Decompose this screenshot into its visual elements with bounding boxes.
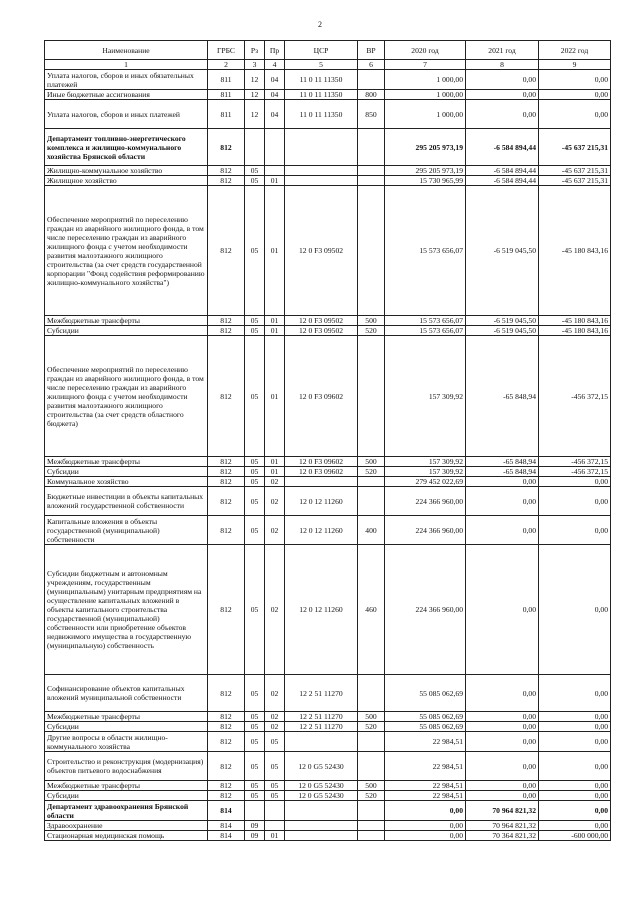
pr-cell: 05 xyxy=(265,732,285,752)
vr-cell: 500 xyxy=(358,781,385,791)
csr-cell xyxy=(285,166,358,176)
amount-2022: 0,00 xyxy=(539,516,611,545)
grbs-cell: 812 xyxy=(208,166,245,176)
csr-cell xyxy=(285,176,358,186)
rz-cell: 05 xyxy=(245,336,265,457)
pr-cell: 05 xyxy=(265,781,285,791)
row-name: Субсидии бюджетным и автономным учреждениям, государственным (муниципальным) унитарным предприятиям на осуществление капитальных вложений в объекты капитального строительства государственной (муниципальной) собственности или приобретение объектов недвижимого имущества в государственную (муниципальную) собственность xyxy=(45,545,208,675)
pr-cell: 01 xyxy=(265,316,285,326)
table-row xyxy=(45,457,611,467)
csr-cell: 12 0 F3 09502 xyxy=(285,326,358,336)
amount-2022: -600 000,00 xyxy=(539,831,611,841)
pr-cell xyxy=(265,821,285,831)
amount-2021: 0,00 xyxy=(466,781,539,791)
amount-2021: 0,00 xyxy=(466,90,539,100)
header-2022: 2022 год xyxy=(539,41,611,60)
grbs-cell: 814 xyxy=(208,801,245,821)
amount-2022: -456 372,15 xyxy=(539,336,611,457)
vr-cell xyxy=(358,821,385,831)
csr-cell: 11 0 11 11350 xyxy=(285,100,358,129)
pr-cell: 02 xyxy=(265,722,285,732)
amount-2022: 0,00 xyxy=(539,712,611,722)
rz-cell: 05 xyxy=(245,467,265,477)
rz-cell: 12 xyxy=(245,70,265,90)
vr-cell xyxy=(358,487,385,516)
grbs-cell: 812 xyxy=(208,316,245,326)
vr-cell xyxy=(358,801,385,821)
pr-cell: 02 xyxy=(265,675,285,712)
row-name: Строительство и реконструкция (модернизация) объектов питьевого водоснабжения xyxy=(45,752,208,781)
amount-2022: 0,00 xyxy=(539,675,611,712)
grbs-cell: 811 xyxy=(208,100,245,129)
csr-cell: 12 0 F3 09502 xyxy=(285,186,358,316)
rz-cell: 05 xyxy=(245,675,265,712)
table-row xyxy=(45,70,611,90)
csr-cell: 12 2 51 11270 xyxy=(285,712,358,722)
table-row xyxy=(45,732,611,752)
grbs-cell: 812 xyxy=(208,791,245,801)
pr-cell: 02 xyxy=(265,545,285,675)
table-row xyxy=(45,467,611,477)
table-row xyxy=(45,487,611,516)
header-name: Наименование xyxy=(45,41,208,60)
rz-cell: 05 xyxy=(245,722,265,732)
table-row xyxy=(45,722,611,732)
pr-cell: 01 xyxy=(265,176,285,186)
column-number: 6 xyxy=(358,60,385,70)
csr-cell: 12 0 G5 52430 xyxy=(285,781,358,791)
amount-2021: -65 848,94 xyxy=(466,336,539,457)
row-name: Коммунальное хозяйство xyxy=(45,477,208,487)
csr-cell: 12 2 51 11270 xyxy=(285,675,358,712)
csr-cell: 11 0 11 11350 xyxy=(285,70,358,90)
amount-2020: 224 366 960,00 xyxy=(385,516,466,545)
row-name: Субсидии xyxy=(45,791,208,801)
vr-cell: 850 xyxy=(358,100,385,129)
vr-cell: 460 xyxy=(358,545,385,675)
vr-cell: 800 xyxy=(358,90,385,100)
amount-2022: 0,00 xyxy=(539,821,611,831)
column-number: 2 xyxy=(208,60,245,70)
grbs-cell: 812 xyxy=(208,176,245,186)
rz-cell: 05 xyxy=(245,457,265,467)
table-row xyxy=(45,326,611,336)
pr-cell: 04 xyxy=(265,100,285,129)
amount-2020: 279 452 022,69 xyxy=(385,477,466,487)
amount-2020: 157 309,92 xyxy=(385,336,466,457)
grbs-cell: 814 xyxy=(208,831,245,841)
row-name: Межбюджетные трансферты xyxy=(45,316,208,326)
amount-2021: -6 584 894,44 xyxy=(466,176,539,186)
vr-cell xyxy=(358,477,385,487)
grbs-cell: 812 xyxy=(208,732,245,752)
amount-2022: 0,00 xyxy=(539,722,611,732)
rz-cell: 05 xyxy=(245,791,265,801)
vr-cell: 520 xyxy=(358,722,385,732)
amount-2021: 0,00 xyxy=(466,675,539,712)
rz-cell: 05 xyxy=(245,176,265,186)
amount-2020: 55 085 062,69 xyxy=(385,675,466,712)
amount-2021: -6 519 045,50 xyxy=(466,326,539,336)
pr-cell xyxy=(265,129,285,166)
csr-cell xyxy=(285,129,358,166)
amount-2020: 295 205 973,19 xyxy=(385,166,466,176)
amount-2021: -65 848,94 xyxy=(466,467,539,477)
header-rz: Рз xyxy=(245,41,265,60)
pr-cell: 01 xyxy=(265,326,285,336)
vr-cell xyxy=(358,70,385,90)
row-name: Субсидии xyxy=(45,326,208,336)
table-row xyxy=(45,752,611,781)
row-name: Другие вопросы в области жилищно-коммунального хозяйства xyxy=(45,732,208,752)
pr-cell: 01 xyxy=(265,186,285,316)
csr-cell xyxy=(285,732,358,752)
vr-cell: 520 xyxy=(358,467,385,477)
grbs-cell: 812 xyxy=(208,545,245,675)
amount-2022: -45 180 843,16 xyxy=(539,316,611,326)
table-row xyxy=(45,821,611,831)
rz-cell: 05 xyxy=(245,545,265,675)
header-row xyxy=(45,41,611,60)
table-row xyxy=(45,316,611,326)
grbs-cell: 812 xyxy=(208,712,245,722)
row-name: Здравоохранение xyxy=(45,821,208,831)
pr-cell xyxy=(265,166,285,176)
amount-2022: -45 180 843,16 xyxy=(539,186,611,316)
grbs-cell: 812 xyxy=(208,516,245,545)
grbs-cell: 812 xyxy=(208,186,245,316)
amount-2020: 0,00 xyxy=(385,821,466,831)
vr-cell xyxy=(358,831,385,841)
grbs-cell: 812 xyxy=(208,336,245,457)
table-row xyxy=(45,90,611,100)
row-name: Бюджетные инвестиции в объекты капитальных вложений государственной собственности xyxy=(45,487,208,516)
amount-2021: 0,00 xyxy=(466,732,539,752)
pr-cell xyxy=(265,801,285,821)
grbs-cell: 812 xyxy=(208,457,245,467)
grbs-cell: 812 xyxy=(208,129,245,166)
header-pr: Пр xyxy=(265,41,285,60)
row-name: Субсидии xyxy=(45,467,208,477)
amount-2020: 22 984,51 xyxy=(385,781,466,791)
csr-cell xyxy=(285,831,358,841)
amount-2022: -45 637 215,31 xyxy=(539,129,611,166)
header-csr: ЦСР xyxy=(285,41,358,60)
vr-cell: 500 xyxy=(358,712,385,722)
pr-cell: 01 xyxy=(265,457,285,467)
amount-2020: 1 000,00 xyxy=(385,100,466,129)
amount-2022: 0,00 xyxy=(539,545,611,675)
csr-cell xyxy=(285,477,358,487)
amount-2022: -45 180 843,16 xyxy=(539,326,611,336)
amount-2021: 0,00 xyxy=(466,70,539,90)
row-name: Иные бюджетные ассигнования xyxy=(45,90,208,100)
table-row xyxy=(45,477,611,487)
pr-cell: 04 xyxy=(265,90,285,100)
rz-cell: 05 xyxy=(245,732,265,752)
vr-cell xyxy=(358,186,385,316)
amount-2022: 0,00 xyxy=(539,477,611,487)
row-name: Обеспечение мероприятий по переселению граждан из аварийного жилищного фонда, в том числе переселению граждан из аварийного жилищного фонда с учетом необходимости развития малоэтажного жилищного строительства (за счет средств государственной корпорации "Фонд содействия реформированию жилищно-коммунального хозяйства") xyxy=(45,186,208,316)
column-number: 8 xyxy=(466,60,539,70)
amount-2022: 0,00 xyxy=(539,732,611,752)
amount-2022: -45 637 215,31 xyxy=(539,166,611,176)
amount-2022: -45 637 215,31 xyxy=(539,176,611,186)
row-name: Департамент здравоохранения Брянской области xyxy=(45,801,208,821)
table-row xyxy=(45,791,611,801)
amount-2020: 55 085 062,69 xyxy=(385,722,466,732)
rz-cell: 05 xyxy=(245,477,265,487)
vr-cell: 400 xyxy=(358,516,385,545)
amount-2021: 0,00 xyxy=(466,487,539,516)
amount-2022: 0,00 xyxy=(539,70,611,90)
amount-2020: 157 309,92 xyxy=(385,457,466,467)
table-row xyxy=(45,675,611,712)
table-row xyxy=(45,186,611,316)
rz-cell xyxy=(245,129,265,166)
vr-cell: 520 xyxy=(358,791,385,801)
csr-cell: 12 0 F3 09602 xyxy=(285,457,358,467)
amount-2021: 0,00 xyxy=(466,100,539,129)
table-row xyxy=(45,831,611,841)
grbs-cell: 811 xyxy=(208,70,245,90)
amount-2020: 15 573 656,07 xyxy=(385,186,466,316)
row-name: Стационарная медицинская помощь xyxy=(45,831,208,841)
table-row xyxy=(45,176,611,186)
column-number: 1 xyxy=(45,60,208,70)
row-name: Жилищное хозяйство xyxy=(45,176,208,186)
table-body xyxy=(45,70,611,841)
column-number: 7 xyxy=(385,60,466,70)
row-name: Жилищно-коммунальное хозяйство xyxy=(45,166,208,176)
amount-2020: 224 366 960,00 xyxy=(385,545,466,675)
pr-cell: 01 xyxy=(265,831,285,841)
csr-cell: 12 2 51 11270 xyxy=(285,722,358,732)
header-vr: ВР xyxy=(358,41,385,60)
csr-cell: 12 0 12 11260 xyxy=(285,487,358,516)
vr-cell: 520 xyxy=(358,326,385,336)
page-number: 2 xyxy=(318,20,322,29)
amount-2022: 0,00 xyxy=(539,791,611,801)
amount-2021: -65 848,94 xyxy=(466,457,539,467)
column-number-row xyxy=(45,60,611,70)
amount-2022: 0,00 xyxy=(539,801,611,821)
row-name: Обеспечение мероприятий по переселению граждан из аварийного жилищного фонда, в том числе переселению граждан из аварийного жилищного фонда с учетом необходимости развития малоэтажного жилищного строительства (за счет средств областного бюджета) xyxy=(45,336,208,457)
csr-cell: 12 0 G5 52430 xyxy=(285,752,358,781)
rz-cell: 05 xyxy=(245,186,265,316)
csr-cell: 11 0 11 11350 xyxy=(285,90,358,100)
amount-2021: -6 584 894,44 xyxy=(466,129,539,166)
row-name: Софинансирование объектов капитальных вложений муниципальной собственности xyxy=(45,675,208,712)
table-row xyxy=(45,712,611,722)
column-number: 5 xyxy=(285,60,358,70)
amount-2021: 0,00 xyxy=(466,722,539,732)
amount-2020: 15 730 965,99 xyxy=(385,176,466,186)
amount-2021: 0,00 xyxy=(466,516,539,545)
pr-cell: 02 xyxy=(265,516,285,545)
pr-cell: 05 xyxy=(265,791,285,801)
amount-2020: 1 000,00 xyxy=(385,70,466,90)
pr-cell: 01 xyxy=(265,336,285,457)
grbs-cell: 812 xyxy=(208,675,245,712)
vr-cell xyxy=(358,675,385,712)
department-row xyxy=(45,129,611,166)
rz-cell: 12 xyxy=(245,100,265,129)
csr-cell: 12 0 F3 09602 xyxy=(285,467,358,477)
rz-cell: 05 xyxy=(245,752,265,781)
amount-2021: 0,00 xyxy=(466,791,539,801)
amount-2020: 15 573 656,07 xyxy=(385,326,466,336)
vr-cell: 500 xyxy=(358,457,385,467)
amount-2020: 22 984,51 xyxy=(385,752,466,781)
pr-cell: 02 xyxy=(265,487,285,516)
vr-cell xyxy=(358,732,385,752)
amount-2021: 70 964 821,32 xyxy=(466,801,539,821)
rz-cell: 09 xyxy=(245,821,265,831)
rz-cell: 05 xyxy=(245,712,265,722)
grbs-cell: 812 xyxy=(208,722,245,732)
amount-2022: 0,00 xyxy=(539,487,611,516)
table-row xyxy=(45,545,611,675)
csr-cell: 12 0 F3 09602 xyxy=(285,336,358,457)
budget-table xyxy=(44,40,611,841)
amount-2020: 295 205 973,19 xyxy=(385,129,466,166)
rz-cell: 05 xyxy=(245,166,265,176)
table-row xyxy=(45,100,611,129)
amount-2022: -456 372,15 xyxy=(539,467,611,477)
rz-cell xyxy=(245,801,265,821)
row-name: Межбюджетные трансферты xyxy=(45,781,208,791)
grbs-cell: 812 xyxy=(208,752,245,781)
column-number: 3 xyxy=(245,60,265,70)
column-number: 4 xyxy=(265,60,285,70)
rz-cell: 05 xyxy=(245,781,265,791)
amount-2020: 22 984,51 xyxy=(385,732,466,752)
vr-cell xyxy=(358,176,385,186)
row-name: Уплата налогов, сборов и иных обязательных платежей xyxy=(45,70,208,90)
header-grbs: ГРБС xyxy=(208,41,245,60)
grbs-cell: 812 xyxy=(208,326,245,336)
grbs-cell: 814 xyxy=(208,821,245,831)
grbs-cell: 812 xyxy=(208,467,245,477)
column-number: 9 xyxy=(539,60,611,70)
amount-2022: -456 372,15 xyxy=(539,457,611,467)
amount-2021: -6 519 045,50 xyxy=(466,316,539,326)
row-name: Межбюджетные трансферты xyxy=(45,457,208,467)
department-row xyxy=(45,801,611,821)
amount-2021: 0,00 xyxy=(466,752,539,781)
header-2020: 2020 год xyxy=(385,41,466,60)
row-name: Межбюджетные трансферты xyxy=(45,712,208,722)
table-row xyxy=(45,336,611,457)
rz-cell: 12 xyxy=(245,90,265,100)
csr-cell xyxy=(285,821,358,831)
amount-2021: 0,00 xyxy=(466,712,539,722)
pr-cell: 01 xyxy=(265,467,285,477)
csr-cell: 12 0 G5 52430 xyxy=(285,791,358,801)
table-row xyxy=(45,166,611,176)
pr-cell: 02 xyxy=(265,712,285,722)
amount-2022: 0,00 xyxy=(539,100,611,129)
amount-2020: 0,00 xyxy=(385,801,466,821)
vr-cell xyxy=(358,166,385,176)
rz-cell: 05 xyxy=(245,316,265,326)
csr-cell: 12 0 F3 09502 xyxy=(285,316,358,326)
row-name: Департамент топливно-энергетического комплекса и жилищно-коммунального хозяйства Брянской области xyxy=(45,129,208,166)
vr-cell xyxy=(358,129,385,166)
csr-cell: 12 0 12 11260 xyxy=(285,545,358,675)
amount-2020: 15 573 656,07 xyxy=(385,316,466,326)
pr-cell: 04 xyxy=(265,70,285,90)
csr-cell: 12 0 12 11260 xyxy=(285,516,358,545)
amount-2020: 0,00 xyxy=(385,831,466,841)
row-name: Капитальные вложения в объекты государственной (муниципальной) собственности xyxy=(45,516,208,545)
amount-2022: 0,00 xyxy=(539,781,611,791)
pr-cell: 02 xyxy=(265,477,285,487)
grbs-cell: 812 xyxy=(208,781,245,791)
grbs-cell: 811 xyxy=(208,90,245,100)
amount-2020: 1 000,00 xyxy=(385,90,466,100)
pr-cell: 05 xyxy=(265,752,285,781)
csr-cell xyxy=(285,801,358,821)
amount-2021: -6 584 894,44 xyxy=(466,166,539,176)
amount-2020: 55 085 062,69 xyxy=(385,712,466,722)
amount-2021: 70 364 821,32 xyxy=(466,831,539,841)
amount-2021: 70 964 821,32 xyxy=(466,821,539,831)
rz-cell: 05 xyxy=(245,516,265,545)
rz-cell: 05 xyxy=(245,487,265,516)
amount-2021: 0,00 xyxy=(466,477,539,487)
vr-cell xyxy=(358,336,385,457)
amount-2020: 224 366 960,00 xyxy=(385,487,466,516)
row-name: Уплата налогов, сборов и иных платежей xyxy=(45,100,208,129)
amount-2021: -6 519 045,50 xyxy=(466,186,539,316)
table-row xyxy=(45,516,611,545)
header-2021: 2021 год xyxy=(466,41,539,60)
rz-cell: 09 xyxy=(245,831,265,841)
amount-2020: 22 984,51 xyxy=(385,791,466,801)
rz-cell: 05 xyxy=(245,326,265,336)
amount-2021: 0,00 xyxy=(466,545,539,675)
amount-2022: 0,00 xyxy=(539,90,611,100)
grbs-cell: 812 xyxy=(208,487,245,516)
row-name: Субсидии xyxy=(45,722,208,732)
grbs-cell: 812 xyxy=(208,477,245,487)
vr-cell: 500 xyxy=(358,316,385,326)
vr-cell xyxy=(358,752,385,781)
amount-2020: 157 309,92 xyxy=(385,467,466,477)
amount-2022: 0,00 xyxy=(539,752,611,781)
table-row xyxy=(45,781,611,791)
